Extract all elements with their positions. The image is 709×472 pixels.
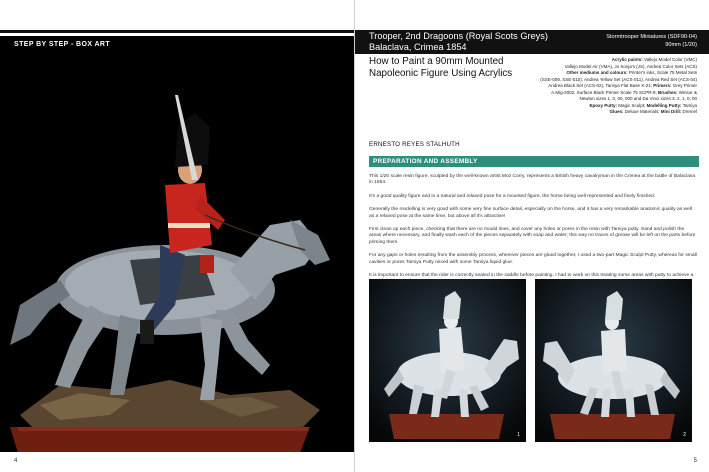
left-page-number: 4	[14, 458, 18, 464]
section-label: STEP BY STEP - BOX ART	[14, 41, 111, 48]
materials-line: Newton sizes 1, 0, 00, 000 and Da Vinci sizes 3, 2, 1, 0, 00	[579, 96, 697, 101]
paragraph: First clean up each piece, checking that there are no mould lines, and cover any holes or pores in the resin with Tamiya putty. Sand and polish the areas where necessary, and finally wash each of the pieces separately with soap and water; this way no traces of grease will be left on the parts before priming them.	[369, 227, 696, 245]
author-byline: ERNESTO REYES STALHUTH	[369, 141, 460, 148]
headline: How to Paint a 90mm Mounted Napoleonic Figure Using Acrylics	[369, 56, 513, 79]
figure-1-number: 1	[517, 432, 520, 438]
left-bottom-margin	[0, 452, 354, 472]
section-heading-bar	[369, 156, 699, 167]
figure-2-image	[535, 279, 692, 442]
article-title	[369, 31, 548, 52]
article-title-line2: Balaclava, Crimea 1854	[369, 41, 467, 52]
paragraph: It is important to ensure that the rider is correctly seated in the saddle before painting. I had to work on this treating some areas with putty to achieve a	[369, 273, 694, 279]
materials-line: (SSE-009, SSE-010), Andrea Yellow Set (ACS-011), Andrea Red Set (ACS-04)	[540, 76, 697, 82]
paragraph: This 1/20 scale resin figure, sculpted by the well-known artist Moz Corry, represents a British heavy cavalryman in the Crimea at the battle of Balaclava in 1854.	[369, 174, 696, 186]
materials-line: Glues: Deluxe Materials; Mini Drill: Dremel	[609, 109, 697, 114]
figure-2-photo	[535, 279, 692, 442]
materials-line: Andrea Black Set (ACS-02), Tamiya Flat Base X-21; Primers: Grey Primer	[548, 83, 697, 88]
scale-info: 90mm (1/20)	[665, 42, 697, 49]
figure-1-image	[369, 279, 526, 442]
paragraph: Generally the modelling is very good with some very fine surface detail, especially on the horse, and it has a very remarkable anatomic quality as well as a relaxed pose at the same time, but above all it's attractive!	[369, 207, 692, 219]
figure-1-photo	[369, 279, 526, 442]
maker-info: Stormtrooper Miniatures (SDF90-04)	[606, 34, 697, 40]
model-info	[606, 33, 697, 49]
materials-line: Other mediums and colours: Printer's inks, Scale 75 Metal Sets	[566, 70, 697, 75]
left-page	[0, 0, 354, 472]
paragraph: It's a good quality figure and in a natural and relaxed pose for a mounted figure, the horse being well represented and finely finished.	[369, 193, 656, 199]
right-page-number: 5	[693, 458, 697, 464]
materials-line: Acrylic paints: Vallejo Model Color (VMC)	[611, 57, 697, 62]
materials-line: A.Mig-2002, Surface Black Primer Scale 75 SCPR-8; Brushes: Winsor &	[551, 89, 697, 95]
materials-list	[517, 57, 697, 116]
paragraph: For any gaps or holes resulting from the assembly process, wherever pieces are glued together, I used a two-part Magic Sculpt Putty, whereas for small cavities or pores Tamiya Putty mixed with some Tamiya liquid glue.	[369, 253, 697, 265]
materials-line: Epoxy Putty: Magic Sculpt; Modelling Putty: Tamiya	[589, 102, 697, 108]
materials-line: Vallejo Model Air (VMA), Jo Sonja's (JS), Andrea Color Sets (ACS)	[564, 63, 697, 69]
article-body	[369, 174, 697, 293]
right-page	[355, 0, 709, 472]
article-title-line1: Trooper, 2nd Dragoons (Royal Scots Greys)	[369, 31, 548, 41]
right-top-margin	[355, 0, 709, 30]
box-art-photo	[0, 55, 354, 455]
left-top-rule	[0, 30, 354, 33]
section-heading: PREPARATION AND ASSEMBLY	[373, 158, 478, 165]
figure-2-number: 2	[683, 432, 686, 438]
